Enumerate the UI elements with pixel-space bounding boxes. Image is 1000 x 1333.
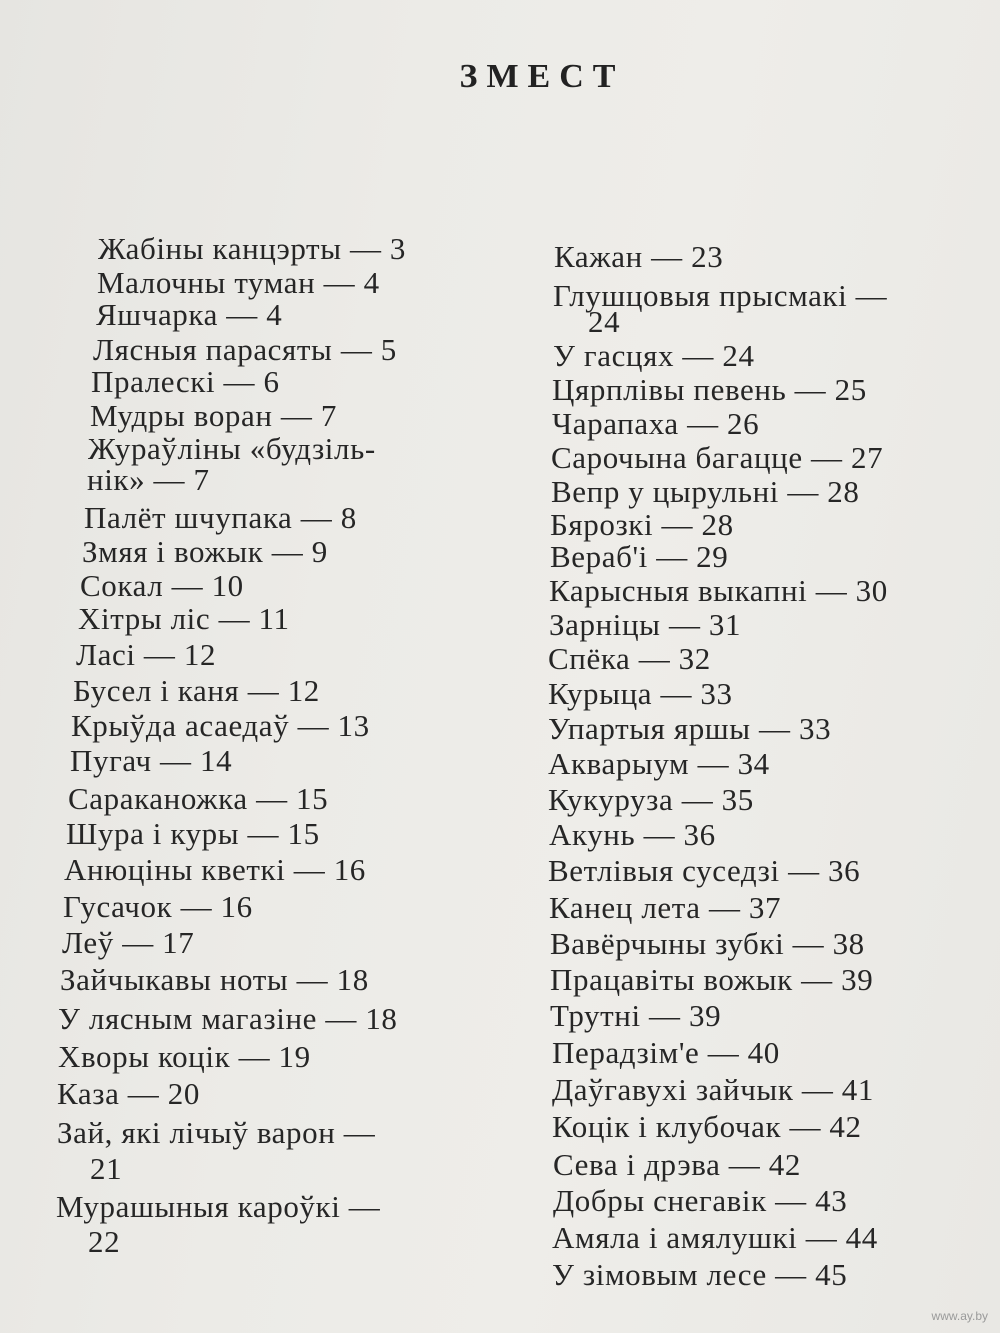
right-entry-9: Бярозкі — 28 bbox=[550, 507, 734, 542]
left-entry-9: Палёт шчупака — 8 bbox=[84, 500, 357, 535]
left-entry-18: Шура і куры — 15 bbox=[66, 816, 320, 851]
right-entry-22: Працавіты вожык — 39 bbox=[550, 962, 874, 997]
left-entry-24: Хворы коцік — 19 bbox=[58, 1039, 311, 1074]
left-entry-3: Яшчарка — 4 bbox=[96, 297, 283, 332]
right-entry-27: Сева і дрэва — 42 bbox=[553, 1147, 801, 1182]
right-entry-3: 24 bbox=[588, 304, 621, 339]
right-entry-14: Курыца — 33 bbox=[548, 676, 733, 711]
right-entry-4: У гасцях — 24 bbox=[553, 338, 755, 373]
right-entry-29: Амяла і амялушкі — 44 bbox=[552, 1220, 878, 1255]
right-entry-16: Акварыум — 34 bbox=[548, 746, 770, 781]
left-entry-27: 21 bbox=[90, 1151, 123, 1186]
left-entry-5: Пралескі — 6 bbox=[91, 364, 280, 399]
right-entry-19: Ветлівыя суседзі — 36 bbox=[548, 853, 861, 888]
right-entry-30: У зімовым лесе — 45 bbox=[552, 1257, 848, 1292]
left-entry-14: Бусел і каня — 12 bbox=[73, 673, 320, 708]
right-entry-11: Карысныя выкапні — 30 bbox=[549, 573, 888, 608]
left-entry-2: Малочны туман — 4 bbox=[97, 265, 380, 300]
right-entry-2: Глушцовыя прысмакі — bbox=[553, 278, 888, 313]
left-entry-20: Гусачок — 16 bbox=[63, 889, 253, 924]
left-entry-16: Пугач — 14 bbox=[70, 743, 233, 778]
left-entry-29: 22 bbox=[88, 1224, 121, 1259]
right-entry-12: Зарніцы — 31 bbox=[549, 607, 742, 642]
left-entry-10: Змяя і вожык — 9 bbox=[82, 534, 328, 569]
left-entry-1: Жабіны канцэрты — 3 bbox=[98, 231, 407, 266]
left-entry-25: Каза — 20 bbox=[57, 1076, 200, 1111]
left-entry-28: Мурашыныя кароўкі — bbox=[56, 1189, 381, 1224]
left-entry-15: Крыўда асаедаў — 13 bbox=[71, 708, 370, 743]
right-entry-15: Упартыя яршы — 33 bbox=[548, 711, 832, 746]
watermark: www.ay.by bbox=[931, 1309, 988, 1323]
right-entry-7: Сарочына багацце — 27 bbox=[551, 440, 884, 475]
left-entry-19: Анюціны кветкі — 16 bbox=[64, 852, 366, 887]
right-entry-17: Кукуруза — 35 bbox=[548, 782, 754, 817]
right-entry-10: Вераб'і — 29 bbox=[550, 539, 729, 574]
page-title: ЗМЕСТ bbox=[459, 58, 625, 95]
right-entry-5: Цярплівы певень — 25 bbox=[552, 372, 867, 407]
left-entry-11: Сокал — 10 bbox=[80, 568, 244, 603]
right-entry-13: Спёка — 32 bbox=[548, 641, 711, 676]
left-entry-21: Леў — 17 bbox=[62, 925, 195, 960]
left-entry-13: Ласі — 12 bbox=[76, 637, 217, 672]
right-entry-25: Даўгавухі зайчык — 41 bbox=[552, 1072, 874, 1107]
left-entry-23: У лясным магазіне — 18 bbox=[58, 1001, 398, 1036]
right-entry-8: Вепр у цырульні — 28 bbox=[551, 474, 860, 509]
right-entry-1: Кажан — 23 bbox=[554, 239, 724, 274]
left-entry-26: Зай, які лічыў варон — bbox=[57, 1115, 376, 1150]
right-entry-6: Чарапаха — 26 bbox=[552, 406, 760, 441]
left-entry-8: нік» — 7 bbox=[87, 462, 210, 497]
left-entry-7: Жураўліны «будзіль- bbox=[88, 431, 376, 466]
right-entry-23: Трутні — 39 bbox=[550, 998, 722, 1033]
right-entry-28: Добры снегавік — 43 bbox=[553, 1183, 848, 1218]
left-entry-17: Сараканожка — 15 bbox=[68, 781, 329, 816]
right-entry-24: Перадзім'е — 40 bbox=[552, 1035, 780, 1070]
right-entry-18: Акунь — 36 bbox=[549, 817, 716, 852]
left-entry-22: Зайчыкавы ноты — 18 bbox=[60, 962, 369, 997]
left-entry-4: Лясныя парасяты — 5 bbox=[93, 332, 397, 367]
left-entry-12: Хітры ліс — 11 bbox=[78, 601, 290, 636]
left-entry-6: Мудры воран — 7 bbox=[90, 398, 337, 433]
right-entry-26: Коцік і клубочак — 42 bbox=[552, 1109, 862, 1144]
right-entry-21: Вавёрчыны зубкі — 38 bbox=[550, 926, 865, 961]
right-entry-20: Канец лета — 37 bbox=[549, 890, 782, 925]
